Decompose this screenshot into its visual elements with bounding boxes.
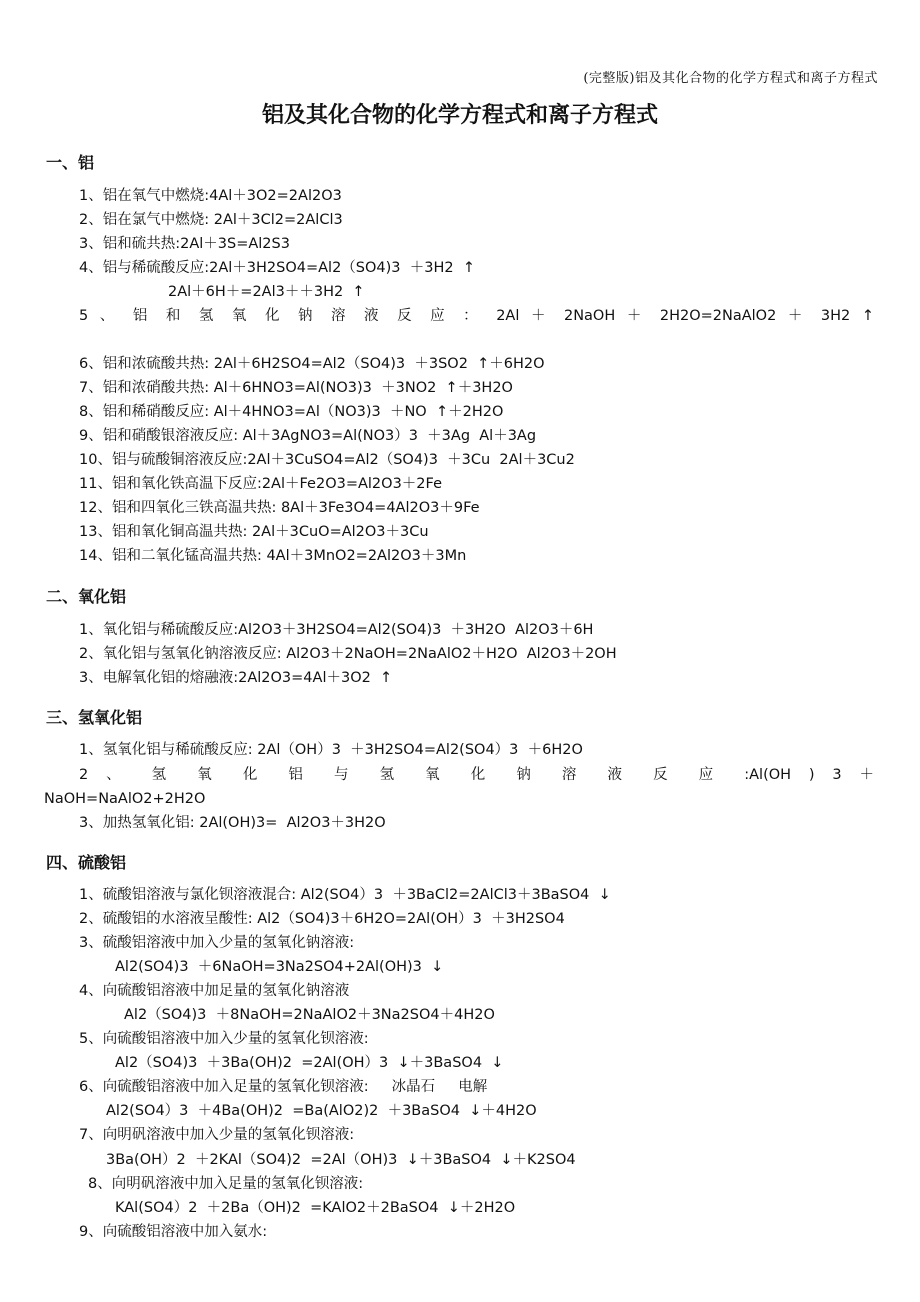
equation-line-continued: NaOH=NaAlO2+2H2O xyxy=(44,791,206,807)
equation-line: 2、硫酸铝的水溶液呈酸性: Al2（SO4)3＋6H2O=2Al(OH）3 ＋3H2SO4 xyxy=(79,911,565,927)
equation-line: 5、向硫酸铝溶液中加入少量的氢氧化钡溶液: xyxy=(79,1031,369,1047)
equation-line: 11、铝和氧化铁高温下反应:2Al＋Fe2O3=Al2O3＋2Fe xyxy=(79,476,442,492)
equation-line: 1、氢氧化铝与稀硫酸反应: 2Al（OH）3 ＋3H2SO4=Al2(SO4）3 ＋6H2O xyxy=(79,742,583,758)
equation-line: 2、氧化铝与氢氧化钠溶液反应: Al2O3＋2NaOH=2NaAlO2＋H2O Al2O3＋2OH xyxy=(79,646,617,662)
section-heading-aluminum-sulfate: 四、硫酸铝 xyxy=(46,853,127,872)
equation-line: 13、铝和氧化铜高温共热: 2Al＋3CuO=Al2O3＋3Cu xyxy=(79,524,429,540)
equation-line: 1、硫酸铝溶液与氯化钡溶液混合: Al2(SO4）3 ＋3BaCl2=2AlCl3＋3BaSO4 ↓ xyxy=(79,887,611,903)
equation-line: 10、铝与硫酸铜溶液反应:2Al＋3CuSO4=Al2（SO4)3 ＋3Cu 2Al＋3Cu2 xyxy=(79,452,575,468)
equation-line: 2 、 氢 氧 化 铝 与 氢 氧 化 钠 溶 液 反 应 :Al(OH ) 3 ＋ xyxy=(79,767,874,783)
equation-line: 12、铝和四氧化三铁高温共热: 8Al＋3Fe3O4=4Al2O3＋9Fe xyxy=(79,500,480,516)
equation-line: 8、铝和稀硝酸反应: Al＋4HNO3=Al（NO3)3 ＋NO ↑＋2H2O xyxy=(79,404,504,420)
equation-line: 1、氧化铝与稀硫酸反应:Al2O3＋3H2SO4=Al2(SO4)3 ＋3H2O Al2O3＋6H xyxy=(79,622,594,638)
equation-line: 6、铝和浓硫酸共热: 2Al＋6H2SO4=Al2（SO4)3 ＋3SO2 ↑＋6H2O xyxy=(79,356,545,372)
equation-line: 3、铝和硫共热:2Al＋3S=Al2S3 xyxy=(79,236,290,252)
equation-line: 3、硫酸铝溶液中加入少量的氢氧化钠溶液: xyxy=(79,935,355,951)
section-heading-alumina: 二、氧化铝 xyxy=(46,587,127,606)
equation-line: 3Ba(OH）2 ＋2KAl（SO4)2 =2Al（OH)3 ↓＋3BaSO4 ↓＋K2SO4 xyxy=(106,1152,576,1168)
equation-line: 8、向明矾溶液中加入足量的氢氧化钡溶液: xyxy=(88,1176,364,1192)
equation-line: 7、向明矾溶液中加入少量的氢氧化钡溶液: xyxy=(79,1127,355,1143)
page-title: 铝及其化合物的化学方程式和离子方程式 xyxy=(261,103,658,128)
equation-line: 3、电解氧化铝的熔融液:2Al2O3=4Al＋3O2 ↑ xyxy=(79,670,393,686)
running-header: (完整版)铝及其化合物的化学方程式和离子方程式 xyxy=(583,71,878,86)
section-heading-aluminum: 一、铝 xyxy=(46,153,95,172)
equation-line: 1、铝在氧气中燃烧:4Al＋3O2=2Al2O3 xyxy=(79,188,342,204)
equation-line: 6、向硫酸铝溶液中加入足量的氢氧化钡溶液: 冰晶石 电解 xyxy=(79,1079,488,1095)
equation-line: 4、向硫酸铝溶液中加足量的氢氧化钠溶液 xyxy=(79,983,350,999)
equation-line: KAl(SO4）2 ＋2Ba（OH)2 =KAlO2＋2BaSO4 ↓＋2H2O xyxy=(115,1200,516,1216)
equation-line: 4、铝与稀硫酸反应:2Al＋3H2SO4=Al2（SO4)3 ＋3H2 ↑ xyxy=(79,260,475,276)
equation-line: 5 、 铝 和 氢 氧 化 钠 溶 液 反 应 ： 2Al ＋ 2NaOH ＋ 2H2O=2NaAlO2 ＋ 3H2 ↑ xyxy=(79,308,874,324)
equation-line: Al2（SO4)3 ＋3Ba(OH)2 =2Al(OH）3 ↓＋3BaSO4 ↓ xyxy=(115,1055,504,1071)
section-heading-aluminum-hydroxide: 三、氢氧化铝 xyxy=(46,708,143,727)
ionic-equation-line: 2Al＋6H＋=2Al3＋＋3H2 ↑ xyxy=(168,284,365,300)
equation-line: 14、铝和二氧化锰高温共热: 4Al＋3MnO2=2Al2O3＋3Mn xyxy=(79,548,467,564)
equation-line: Al2（SO4)3 ＋8NaOH=2NaAlO2＋3Na2SO4＋4H2O xyxy=(124,1007,495,1023)
equation-line: 9、铝和硝酸银溶液反应: Al＋3AgNO3=Al(NO3）3 ＋3Ag Al＋3Ag xyxy=(79,428,537,444)
equation-line: 2、铝在氯气中燃烧: 2Al＋3Cl2=2AlCl3 xyxy=(79,212,343,228)
equation-line: Al2(SO4）3 ＋4Ba(OH)2 =Ba(AlO2)2 ＋3BaSO4 ↓＋4H2O xyxy=(106,1103,537,1119)
equation-line: 7、铝和浓硝酸共热: Al＋6HNO3=Al(NO3)3 ＋3NO2 ↑＋3H2O xyxy=(79,380,513,396)
equation-line: 9、向硫酸铝溶液中加入氨水: xyxy=(79,1224,268,1240)
equation-line: Al2(SO4)3 ＋6NaOH=3Na2SO4+2Al(OH)3 ↓ xyxy=(115,959,444,975)
equation-line: 3、加热氢氧化铝: 2Al(OH)3= Al2O3＋3H2O xyxy=(79,815,386,831)
